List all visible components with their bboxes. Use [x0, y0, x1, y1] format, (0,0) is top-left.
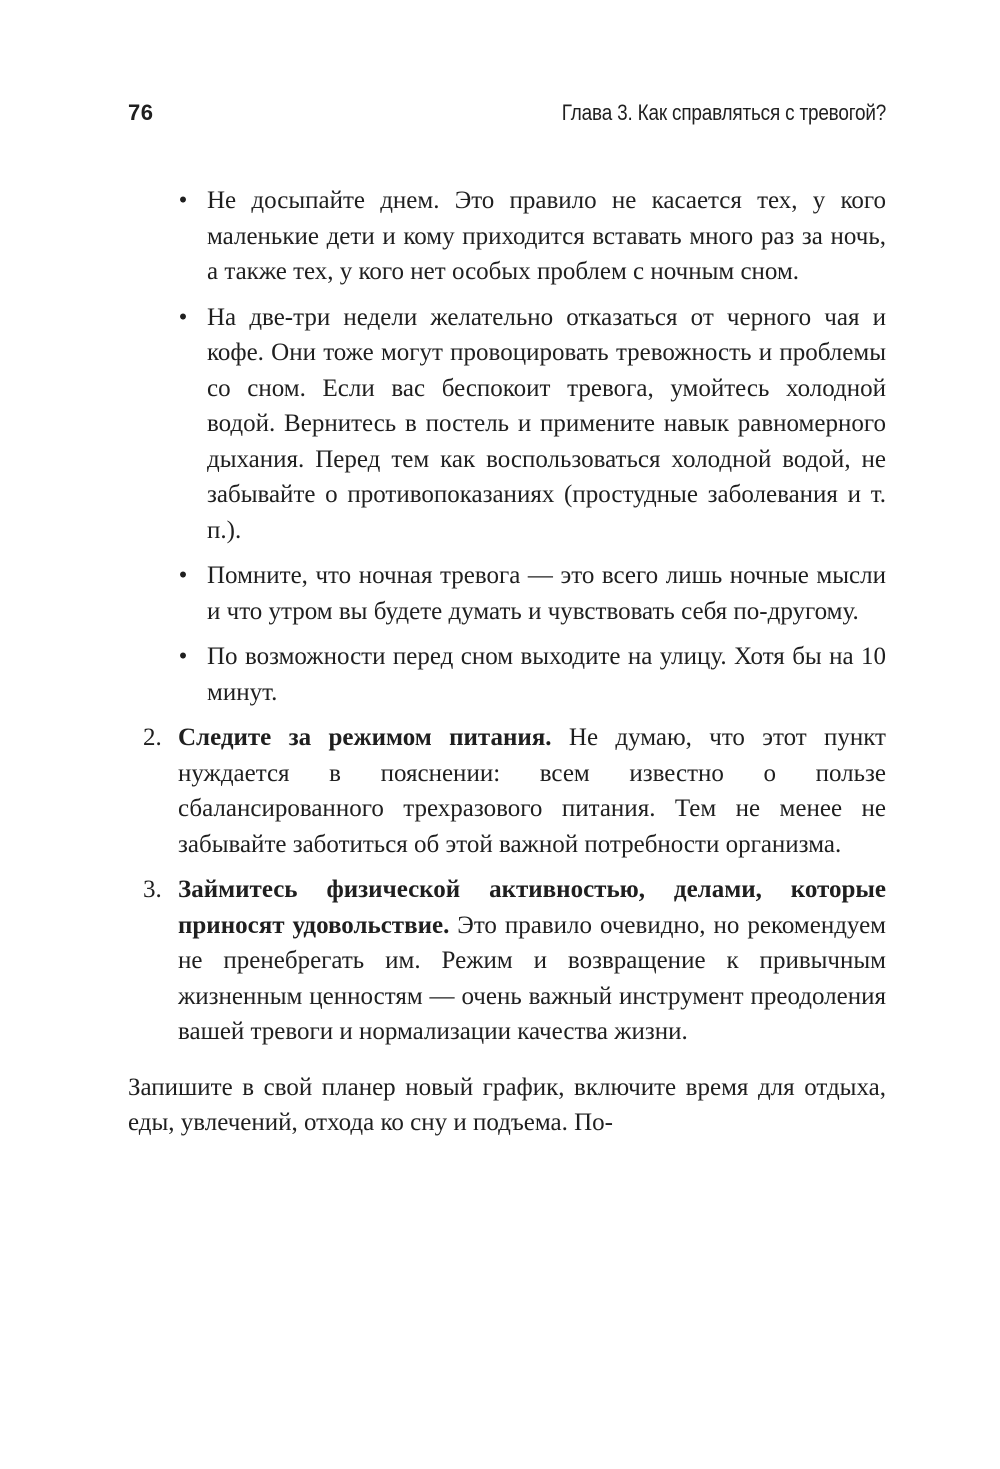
page-number: 76: [128, 100, 154, 125]
bullet-marker: •: [178, 643, 188, 670]
bullet-text: По возможности перед сном выходите на улицу. Хотя бы на 10 минут.: [207, 643, 886, 706]
bullet-item: [178, 558, 886, 629]
bullet-text: На две-три недели желательно отказаться от черного чая и кофе. Они тоже могут провоцировать тревожность и проблемы со сном. Если вас беспокоит тревога, умойтесь холодной водой. Вернитесь в постель и примените навык равномерного дыхания. Перед тем как воспользоваться холодной водой, не забывайте о противопоказаниях (простудные заболевания и т. п.).: [207, 303, 886, 544]
bullet-marker: •: [178, 562, 188, 589]
bullet-marker: •: [178, 187, 188, 214]
item-heading: Следите за режимом питания.: [178, 724, 552, 751]
bullet-item: [178, 639, 886, 710]
page-body: [0, 183, 1000, 1166]
item-heading: Займитесь физической активностью, делами, которые приносят удовольствие.: [178, 876, 886, 939]
closing-paragraph: Запишите в свой планер новый график, включите время для отдыха, еды, увлечений, отхода ко сну и подъема. По-: [128, 1073, 886, 1136]
bullet-list: [0, 183, 1000, 710]
number-marker: 2.: [143, 724, 162, 751]
item-text: Это правило очевидно, но рекомендуем не пренебрегать им. Режим и возвращение к привычным жизненным ценностям — очень важный инструмент преодоления вашей тревоги и нормализации качества жизни.: [178, 911, 887, 1045]
bullet-text: Помните, что ночная тревога — это всего лишь ночные мысли и что утром вы будете думать и чувствовать себя по-другому.: [207, 562, 886, 625]
numbered-item-3: [143, 872, 887, 1050]
page-header: [128, 100, 886, 136]
bullet-item: [178, 300, 886, 549]
bullet-item: [178, 183, 886, 290]
bullet-text: Не досыпайте днем. Это правило не касается тех, у кого маленькие дети и кому приходится вставать много раз за ночь, а также тех, у кого нет особых проблем с ночным сном.: [207, 187, 886, 285]
item-text: Не думаю, что этот пункт нуждается в пояснении: всем известно о пользе сбалансированного трехразового питания. Тем не менее не забывайте заботиться об этой важной потребности организма.: [178, 724, 886, 858]
running-head: Глава 3. Как справляться с тревогой?: [561, 100, 886, 125]
number-marker: 3.: [143, 876, 162, 903]
numbered-item-2: [143, 720, 886, 862]
bullet-marker: •: [178, 303, 188, 331]
